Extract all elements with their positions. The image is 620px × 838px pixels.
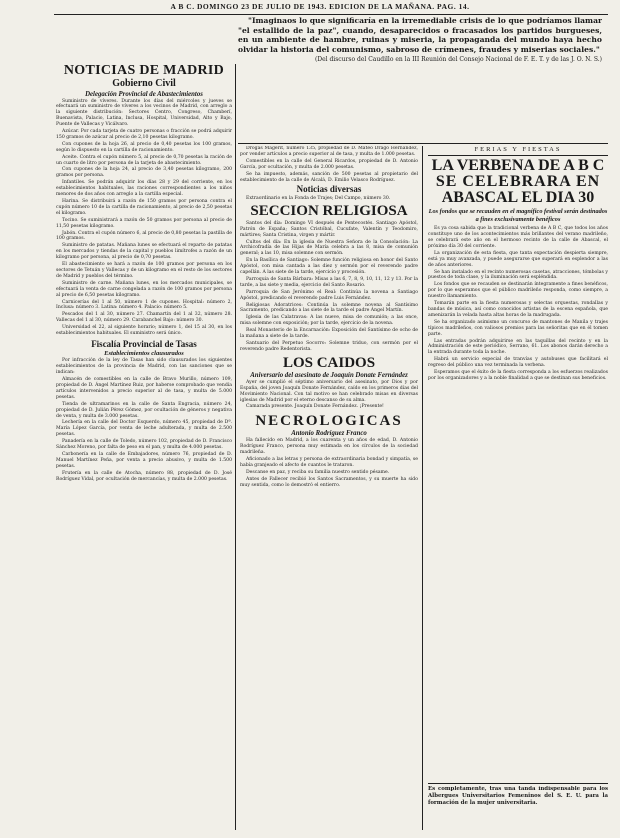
top-rule xyxy=(54,14,608,15)
column-3 xyxy=(428,146,608,782)
col2-divider xyxy=(422,146,423,830)
col1-para: Harina. Se distribuirá a razón de 150 gramos por persona contra el cupón número 10 de la cartilla de racionamiento, al precio de 2,50 pesetas el kilogramo. xyxy=(56,199,232,216)
necro-subtitle: Antonio Rodríguez Franco xyxy=(291,430,367,438)
quote-rule xyxy=(238,143,608,144)
col1-para: Suministro de carne. Mañana lunes, en los mercados municipales, se efectuará la venta de carne congelada a razón de 100 gramos por persona al precio de 6,50 pesetas kilogramo. xyxy=(56,280,232,298)
col2-para: Comestibles en la calle del General Ricardos, propiedad de D. Antonio García, por ocultación, y multa de 2.000 pesetas. xyxy=(240,158,418,170)
col2-para: Drogas Magerit, número 135, propiedad de D. Mateo Drago Hernández, por vender artículos a precio superior al de tasa, y multa de 1.000 pesetas. xyxy=(240,146,418,157)
col3-bottom-rule xyxy=(428,783,608,784)
seccion-para: Santos del día: Domingo VI después de Pentecostés. Santiago Apóstol, Patrón de España; Santos Cristóbal, Cucufate, Valentín y Teodomiro, mártires; Santa Cristina, virgen y mártir. xyxy=(240,220,418,238)
quote-box xyxy=(238,16,602,142)
caidos-body xyxy=(240,380,418,411)
seccion-title: SECCION RELIGIOSA xyxy=(250,202,408,219)
quote-text: "Imaginaos lo que significaría en la irremediable crisis de lo que podríamos llamar "el estallido de la paz", cuando, desaparecidos o fracasados los partidos burgueses, en un ambiente de hambre, ruinas y miseria, la propaganda del mundo haya hecho olvidar la historia del comunismo, sabroso de crímenes, fraudes y miserias sociales." xyxy=(238,16,602,54)
verbena-para: Se han instalado en el recinto numerosas casetas, atracciones, tómbolas y puestos de toda clase, y la iluminación será espléndida. xyxy=(428,269,608,281)
seccion-para: Real Monasterio de la Encarnación: Exposición del Santísimo de ocho de la mañana a siete de la tarde. xyxy=(240,328,418,340)
seccion-para: Parroquia de San Jerónimo el Real: Continúa la novena a Santiago Apóstol, predicando el reverendo padre Luis Fernández. xyxy=(240,289,418,301)
col2-para: Se ha impuesto, además, sanción de 500 pesetas al propietario del establecimiento de la calle de Alcalá, D. Emilio Velasco Rodríguez. xyxy=(240,171,418,183)
verbena-title-line-3: ABASCAL EL DIA 30 xyxy=(441,189,595,206)
seccion-para: Parroquia de Santa Bárbara: Misas a las 6, 7, 8, 9, 10, 11, 12 y 13. Por la tarde, a las siete y media, ejercicio del Santo Rosario. xyxy=(240,276,418,288)
col1-para: Suministro de víveres. Durante los días del miércoles y jueves se efectuará un suministro de víveres a los vecinos de Madrid, con arreglo a la siguiente distribución: Sectores Centro, Congreso, Chamberí, Buenavista, Palacio, Latina, Inclusa, Hospital, Universidad, Alto y Bajo, Puente de Vallecas y Vicálvaro. xyxy=(56,98,232,128)
fiestas-label: FERIAS Y FIESTAS xyxy=(474,146,562,153)
noticias-title: Noticias diversas xyxy=(296,184,362,195)
col1-divider xyxy=(235,64,236,830)
caidos-subtitle: Aniversario del asesinato de Joaquín Donate Fernández xyxy=(250,371,408,379)
col1-para: Tocino. Se suministrará a razón de 50 gramos por persona al precio de 11,50 pesetas kilogramo. xyxy=(56,217,232,229)
necro-para: Ha fallecido en Madrid, a los cuarenta y un años de edad, D. Antonio Rodríguez Franco, persona muy estimada en los círculos de la sociedad madrileña. xyxy=(240,438,418,456)
fiscalia-para: Carbonería en la calle de Embajadores, número 76, propiedad de D. Manuel Martínez Peña, por venta a precio abusivo, y multa de 1.500 pesetas. xyxy=(56,451,232,469)
verbena-para: Tomarán parte en la fiesta numerosas y selectas orquestas, rondallas y bandas de música, así como conocidos artistas de la escena española, que amenizarán la velada hasta altas horas de la madrugada. xyxy=(428,301,608,318)
seccion-para: Santuario del Perpetuo Socorro: Solemne triduo, con sermón por el reverendo padre Redentorista. xyxy=(240,341,418,352)
col1-para: Carnicerías del 1 al 50, número 1 de cupones. Hospital: número 2, Inclusa: número 3. Latina: número 4. Palacio: número 5. xyxy=(56,299,232,311)
fiscalia-para: Lechería en la calle del Doctor Esquerdo, número 45, propiedad de Dª. María López García, por venta de leche adulterada, y multa de 2.500 pesetas. xyxy=(56,420,232,438)
verbena-title-line-2: SE CELEBRARA EN xyxy=(435,173,601,190)
col1-para: Azúcar. Por cada tarjeta de cuatro personas o fracción se podrá adquirir 150 gramos de azúcar al precio de 2,10 pesetas kilogramo. xyxy=(56,129,232,140)
fiscalia-para: Tienda de ultramarinos en la calle de Santa Engracia, número 24, propiedad de D. Julián Pérez Gómez, por ocultación de géneros y negativa de venta, y multa de 3.000 pesetas. xyxy=(56,401,232,419)
necro-body xyxy=(240,438,418,488)
verbena-para: Las entradas podrán adquirirse en las taquillas del recinto y en la Administración de este periódico, Serrano, 61. Los abonos darán derecho a la entrada durante toda la noche. xyxy=(428,338,608,356)
col1-para: Pescados del 1 al 30, número 27. Chamartín del 1 al 32, número 28. Vallecas del 1 al 30, número 29. Carabanchel Bajo: número 30. xyxy=(56,312,232,324)
noticias-body xyxy=(240,196,418,202)
seccion-para: Cultos del día: En la iglesia de Nuestra Señora de la Consolación: La Archicofradía de las Hijas de María celebra a las 8, misa de comunión general; a las 10, misa solemne con sermón. xyxy=(240,239,418,257)
verbena-para: Habrá un servicio especial de tranvías y autobuses que facilitará el regreso del público una vez terminada la verbena. xyxy=(428,357,608,369)
seccion-para: Religiosas Adoratrices: Continúa la solemne novena al Santísimo Sacramento, predicando a las siete de la tarde el padre Ángel Martín. xyxy=(240,302,418,314)
col1-para: Infantiles. Se podrán adquirir los días 28 y 29 del corriente, en los establecimientos habituales, las raciones correspondientes a los niños menores de dos años con arreglo a la cartilla especial. xyxy=(56,180,232,198)
col1-para: El abastecimiento se hará a razón de 100 gramos por persona en los sectores de Tetuán y Vallecas y de un kilogramo en el resto de los sectores de Madrid y pueblos del término. xyxy=(56,262,232,279)
col1-section: Delegación Provincial de Abastecimientos xyxy=(85,90,203,98)
seccion-body xyxy=(240,221,418,353)
fiscalia-para: Frutería en la calle de Atocha, número 88, propiedad de D. José Rodríguez Vidal, por ocultación de mercancías, y multa de 2.000 pesetas. xyxy=(56,470,232,482)
verbena-body xyxy=(428,226,608,382)
fiscalia-body xyxy=(56,358,232,482)
necro-title: NECROLOGICAS xyxy=(255,413,403,430)
col1-para: Con cupones de la hoja 26, al precio de 0,40 pesetas los 100 gramos, según lo dispuesto en la cartilla de racionamiento. xyxy=(56,141,232,153)
col1-subtitle: Gobierno Civil xyxy=(112,78,176,89)
necro-para: Descanse en paz, y reciba su familia nuestro sentido pésame. xyxy=(246,469,390,475)
fiestas-rule xyxy=(428,155,608,156)
bottom-note-text: Es completamente, tras una tanda indispensable para los Albergues Universitarios Femeninos del S. E. U. para la formación de la mujer universitaria. xyxy=(428,786,608,806)
caidos-para: Ayer se cumplió el séptimo aniversario del asesinato, por Dios y por España, del joven Joaquín Donate Fernández, caído en los primeros días del Movimiento Nacional. Con tal motivo se han celebrado misas en diversas iglesias de Madrid por el eterno descanso de su alma. xyxy=(240,379,418,403)
col1-title: NOTICIAS DE MADRID xyxy=(63,64,225,78)
caidos-title: LOS CAIDOS xyxy=(282,354,376,371)
fiscalia-subtitle: Establecimientos clausurados xyxy=(104,350,184,358)
verbena-para: Es ya cosa sabida que la tradicional verbena de A B C, que todos los años constituye uno de los acontecimientos más brillantes del verano madrileño, se celebrará este año en el hermoso recinto de la calle de Abascal, el próximo día 30 del corriente. xyxy=(428,226,608,249)
verbena-lead: Los fondos que se recauden en el magnífico festival serán destinados a fines exclusivamente benéficos xyxy=(428,208,608,223)
fiscalia-para: Panadería en la calle de Toledo, número 102, propiedad de D. Francisco Sánchez Moreno, por falta de peso en el pan, y multa de 4.000 pesetas. xyxy=(56,439,232,451)
verbena-para: Se ha organizado asimismo un concurso de mantones de Manila y trajes típicos madrileños, con valiosos premios para las señoritas que en él tomen parte. xyxy=(428,319,608,337)
col1-para: Con cupones de la hoja 24, al precio de 3,40 pesetas kilogramo, 200 gramos por persona. xyxy=(56,167,232,179)
necro-para: Antes de Fallecer recibió los Santos Sacramentos, y su muerte ha sido muy sentida, como lo demostró el entierro. xyxy=(240,476,418,488)
column-2 xyxy=(240,146,418,832)
quote-source: (Del discurso del Caudillo en la III Reunión del Consejo Nacional de F. E. T. y de las J. O. N. S.) xyxy=(314,56,602,64)
seccion-para: Iglesia de las Calatravas: A las nueve, misa de comunión; a las once, misa solemne con exposición; por la tarde, ejercicio de la novena. xyxy=(240,315,418,327)
verbena-title-line-1: LA VERBENA DE A B C xyxy=(431,157,605,174)
col1-para: Aceite. Contra el cupón número 5, al precio de 0,70 pesetas la ración de un cuarto de litro por persona de la tarjeta de abastecimiento. xyxy=(56,154,232,166)
masthead: A B C. DOMINGO 23 DE JULIO DE 1943. EDICION DE LA MAÑANA. PAG. 14. xyxy=(170,2,470,11)
col1-para: Suministro de patatas. Mañana lunes se efectuará el reparto de patatas en los mercados y tiendas de la capital y pueblos limítrofes a razón de un kilogramo por persona, al precio de 0,70 pesetas. xyxy=(56,243,232,261)
verbena-para: Los fondos que se recauden se destinarán íntegramente a fines benéficos, por lo que esperamos que el público madrileño responda, como siempre, a nuestro llamamiento. xyxy=(428,282,608,300)
col2-top-body xyxy=(240,146,418,183)
col1-body xyxy=(56,99,232,337)
verbena-para: La organización de esta fiesta, que tanta expectación despierta siempre, está ya muy avanzada, y puede asegurarse que superará en esplendor a las de años anteriores. xyxy=(428,250,608,268)
column-1 xyxy=(56,64,232,834)
col1-para: Jabón. Contra el cupón número 6, al precio de 0,80 pesetas la pastilla de 100 gramos. xyxy=(56,230,232,242)
noticias-para: Extraordinario en la Fonda de Trajes; Del Campo, número 30. xyxy=(246,195,391,201)
fiscalia-para: Por infracción de la ley de Tasas han sido clausurados los siguientes establecimientos de la provincia de Madrid, con las sanciones que se indican: xyxy=(56,358,232,376)
fiscalia-para: Almacén de comestibles en la calle de Bravo Murillo, número 109, propiedad de D. Ángel Martínez Ruiz, por haberse comprobado que vendía artículos intervenidos a precio superior al de tasa, y multa de 5.000 pesetas. xyxy=(56,377,232,400)
verbena-para: Esperamos que el éxito de la fiesta corresponda a los esfuerzos realizados por los organizadores y a la noble finalidad a que se destinan sus beneficios. xyxy=(428,370,608,381)
seccion-para: En la Basílica de Santiago: Solemne función religiosa en honor del Santo Apóstol, con misa cantada a las diez y sermón por el reverendo padre capellán. A las siete de la tarde, ejercicio y procesión. xyxy=(240,258,418,276)
caidos-para: Camarada presente. Joaquín Donate Fernández. ¡Presente! xyxy=(246,404,384,410)
col1-para: Universidad el 22, al siguiente horario; número 1, del 15 al 30, en los establecimientos habituales. El suministro será único. xyxy=(56,325,232,337)
necro-para: Aficionado a las letras y persona de extraordinaria bondad y simpatía, se había granjeado el afecto de cuantos le trataron. xyxy=(240,457,418,468)
bottom-note xyxy=(428,786,608,826)
fiscalia-title: Fiscalía Provincial de Tasas xyxy=(91,338,197,349)
